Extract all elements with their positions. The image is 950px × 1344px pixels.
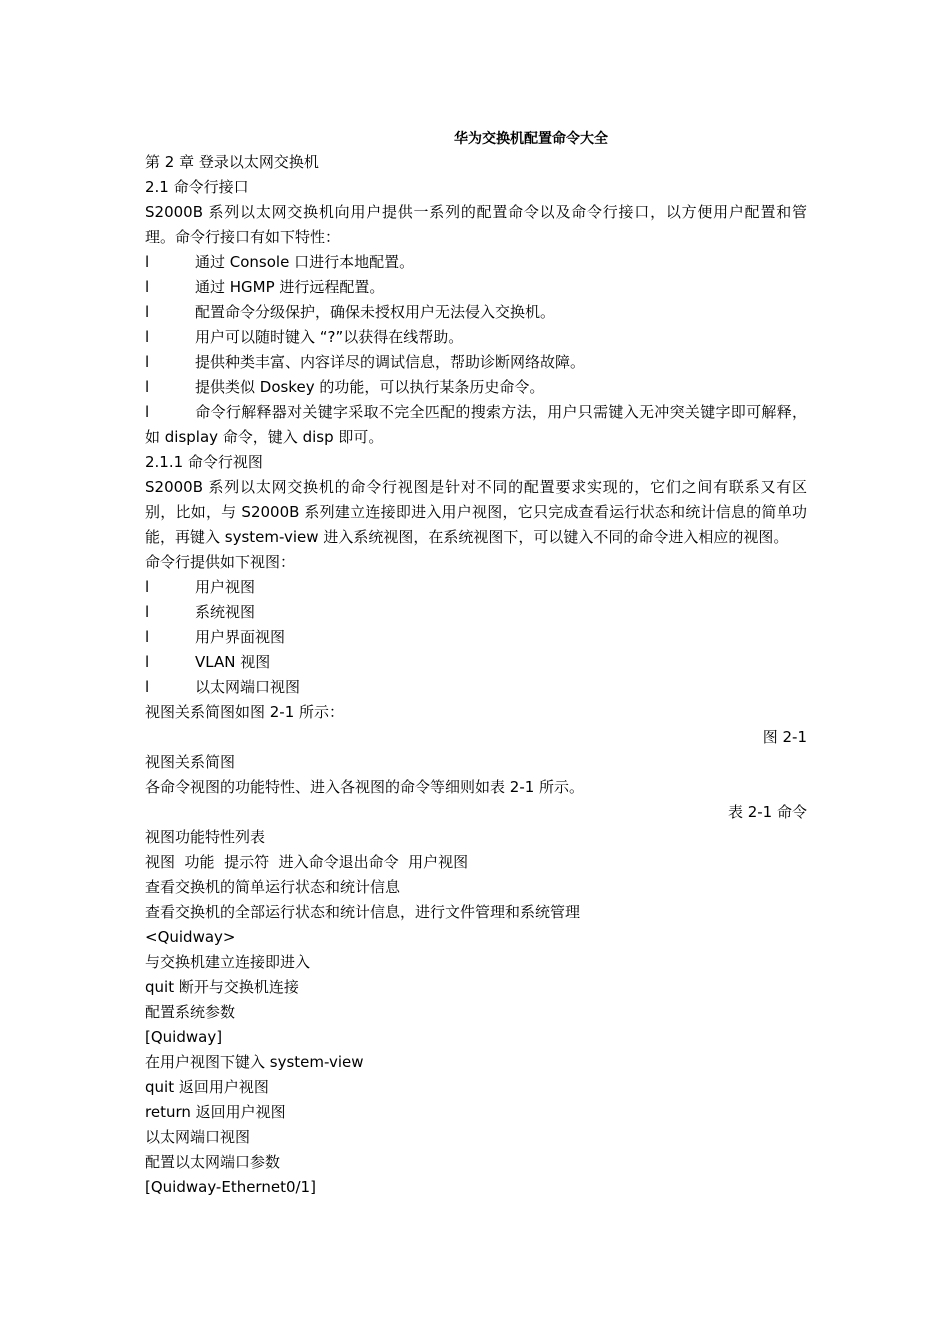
list-item bbox=[145, 625, 807, 650]
bullet-marker: l bbox=[145, 278, 150, 296]
list-item bbox=[145, 250, 807, 275]
list-item-text: 系统视图 bbox=[195, 603, 256, 621]
intro-paragraph: S2000B 系列以太网交换机向用户提供一系列的配置命令以及命令行接口，以方便用户配置和管理。命令行接口有如下特性： bbox=[145, 203, 807, 246]
table-line: 查看交换机的全部运行状态和统计信息，进行文件管理和系统管理 bbox=[145, 903, 581, 921]
list-item bbox=[145, 650, 807, 675]
bullet-marker: l bbox=[145, 378, 150, 396]
list-item bbox=[145, 575, 807, 600]
bullet-marker: l bbox=[145, 253, 150, 271]
bullet-marker: l bbox=[145, 603, 150, 621]
table-line: 查看交换机的简单运行状态和统计信息 bbox=[145, 878, 401, 896]
figure-reference: 视图关系简图如图 2-1 所示： bbox=[145, 703, 345, 721]
bullet-marker: l bbox=[145, 678, 150, 696]
table-label: 表 2-1 命令 bbox=[727, 803, 807, 821]
table-line: return 返回用户视图 bbox=[145, 1103, 286, 1121]
table-header: 视图 功能 提示符 进入命令退出命令 用户视图 bbox=[145, 853, 469, 871]
list-item-text: VLAN 视图 bbox=[195, 653, 271, 671]
table-line: 在用户视图下键入 system-view bbox=[145, 1053, 364, 1071]
figure-caption: 视图关系简图 bbox=[145, 753, 236, 771]
list-item bbox=[145, 300, 807, 325]
table-line: 以太网端口视图 bbox=[145, 1128, 251, 1146]
list-item-text: 以太网端口视图 bbox=[195, 678, 301, 696]
list-item-text: 提供种类丰富、内容详尽的调试信息，帮助诊断网络故障。 bbox=[195, 353, 586, 371]
list-item-text: 用户视图 bbox=[195, 578, 256, 596]
table-line: [Quidway-Ethernet0/1] bbox=[145, 1178, 316, 1196]
table-line: <Quidway> bbox=[145, 928, 236, 946]
list-item bbox=[145, 675, 807, 700]
list-item-text: 配置命令分级保护，确保未授权用户无法侵入交换机。 bbox=[195, 303, 556, 321]
bullet-marker: l bbox=[145, 353, 150, 371]
section-heading-2-1: 2.1 命令行接口 bbox=[145, 178, 249, 196]
list-item bbox=[145, 600, 807, 625]
table-caption: 视图功能特性列表 bbox=[145, 828, 266, 846]
table-line: 配置以太网端口参数 bbox=[145, 1153, 281, 1171]
table-line: [Quidway] bbox=[145, 1028, 223, 1046]
bullet-marker: l bbox=[145, 303, 150, 321]
document-title: 华为交换机配置命令大全 bbox=[454, 131, 608, 147]
bullet-marker: l bbox=[145, 403, 150, 421]
document-body bbox=[145, 150, 807, 1200]
list-item-text: 命令行解释器对关键字采取不完全匹配的搜索方法，用户只需键入无冲突关键字即可解释，如 display 命令，键入 disp 即可。 bbox=[145, 403, 807, 446]
figure-label: 图 2-1 bbox=[762, 728, 807, 746]
list-item-text: 通过 HGMP 进行远程配置。 bbox=[195, 278, 385, 296]
section-heading-2-1-1: 2.1.1 命令行视图 bbox=[145, 453, 263, 471]
table-line: 配置系统参数 bbox=[145, 1003, 236, 1021]
bullet-marker: l bbox=[145, 628, 150, 646]
list-item-text: 通过 Console 口进行本地配置。 bbox=[195, 253, 415, 271]
chapter-heading: 第 2 章 登录以太网交换机 bbox=[145, 153, 319, 171]
list-item bbox=[145, 400, 807, 450]
views-paragraph: S2000B 系列以太网交换机的命令行视图是针对不同的配置要求实现的，它们之间有联系又有区别，比如，与 S2000B 系列建立连接即进入用户视图，它只完成查看运行状态和统计信息的简单功能，再键入 system-view 进入系统视图，在系统视图下，可以键入不同的命令进入相应的视图。 bbox=[145, 478, 807, 546]
table-reference: 各命令视图的功能特性、进入各视图的命令等细则如表 2-1 所示。 bbox=[145, 778, 585, 796]
list-item-text: 提供类似 Doskey 的功能，可以执行某条历史命令。 bbox=[195, 378, 545, 396]
bullet-marker: l bbox=[145, 328, 150, 346]
table-line: quit 断开与交换机连接 bbox=[145, 978, 299, 996]
views-intro: 命令行提供如下视图： bbox=[145, 553, 296, 571]
table-line: 与交换机建立连接即进入 bbox=[145, 953, 311, 971]
list-item bbox=[145, 375, 807, 400]
bullet-marker: l bbox=[145, 653, 150, 671]
list-item-text: 用户可以随时键入 “?”以获得在线帮助。 bbox=[195, 328, 464, 346]
list-item bbox=[145, 350, 807, 375]
list-item bbox=[145, 275, 807, 300]
list-item-text: 用户界面视图 bbox=[195, 628, 286, 646]
list-item bbox=[145, 325, 807, 350]
table-line: quit 返回用户视图 bbox=[145, 1078, 269, 1096]
bullet-marker: l bbox=[145, 578, 150, 596]
